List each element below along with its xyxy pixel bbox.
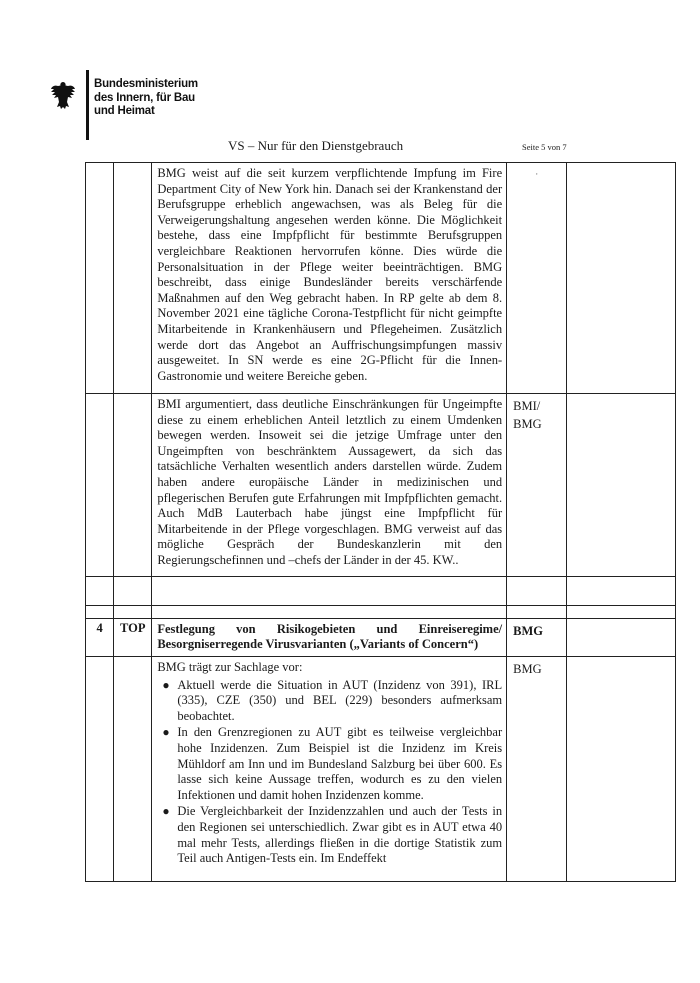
cell-top bbox=[114, 657, 152, 882]
list-item-text: Aktuell werde die Situation in AUT (Inzidenz von 391), IRL (335), CZE (350) und BEL (229) besonders aufmerksam beobachtet. bbox=[177, 677, 503, 723]
cell-top bbox=[114, 163, 152, 394]
letterhead bbox=[44, 68, 244, 140]
agenda-number: 4 bbox=[96, 621, 103, 635]
minutes-table bbox=[85, 162, 676, 882]
responsible-label: BMG bbox=[513, 662, 542, 676]
cell-notes bbox=[567, 163, 676, 394]
cell-empty bbox=[86, 606, 114, 619]
cell-notes bbox=[567, 657, 676, 882]
table-row bbox=[86, 394, 676, 577]
cell-content bbox=[152, 163, 507, 394]
cell-empty bbox=[114, 606, 152, 619]
responsible-label: BMG bbox=[513, 624, 543, 638]
cell-empty bbox=[86, 577, 114, 606]
table-row bbox=[86, 163, 676, 394]
cell-empty bbox=[152, 577, 507, 606]
ministry-name bbox=[94, 78, 198, 119]
cell-empty bbox=[152, 606, 507, 619]
table-row-empty bbox=[86, 577, 676, 606]
situation-report bbox=[152, 657, 506, 867]
cell-number bbox=[86, 657, 114, 882]
paragraph-bmi-argument: BMI argumentiert, dass deutliche Einschränkungen für Ungeimpfte diese zu einem erheblichen Anteil letztlich zu einem Umdenken bewegen werden. Insoweit sei die jetzige Umfrage unter den Ungeimpften von beschränktem Aussagewert, da sich das tatsächliche Verhalten wesentlich anders darstellen würde. Zudem haben andere europäische Länder in medizinischen und pflegerischen Berufen gute Erfahrungen mit Impfpflichten gemacht. Auch MdB Lauterbach habe jüngst eine Impfpflicht für Mitarbeitende in der Pflege vorgeschlagen. BMG verweist auf das mögliche Gespräch der Bundeskanzlerin mit den Regierungschefinnen und –chefs der Länder in der 45. KW.. bbox=[157, 397, 503, 567]
bullet-icon: ● bbox=[162, 804, 170, 819]
margin-mark: · bbox=[535, 169, 539, 179]
cell-notes bbox=[567, 619, 676, 657]
cell-empty bbox=[507, 577, 567, 606]
cell-responsible bbox=[507, 657, 567, 882]
cell-content bbox=[152, 657, 507, 882]
bullet-list bbox=[157, 678, 502, 867]
situation-intro: BMG trägt zur Sachlage vor: bbox=[157, 660, 303, 674]
cell-number bbox=[86, 394, 114, 577]
federal-eagle-icon bbox=[50, 80, 76, 110]
cell-number bbox=[86, 619, 114, 657]
list-item-text: Die Vergleichbarkeit der Inzidenzzahlen und auch der Tests in den Regionen sei unterschiedlich. Zwar gibt es in AUT etwa 40 mal mehr Tests, allerdings fließen in die dortige Statistik zum Teil auch Antigen-Tests ein. Im Endeffekt bbox=[177, 804, 503, 866]
ministry-line: Bundesministerium bbox=[94, 78, 198, 90]
paragraph-bmg-fdny: BMG weist auf die seit kurzem verpflichtende Impfung im Fire Department City of New York hin. Danach sei der Krankenstand der Berufsgruppe erheblich angewachsen, was als Beleg für die Verweigerungshaltung angesehen werden könne. Die Möglichkeit bestehe, dass eine Impfpflicht für bestimmte Berufsgruppen vergleichbare Reaktionen hervorrufen könne. Dies würde die Personalsituation in der Pflege weiter beeinträchtigen. BMG beschreibt, dass einige Bundesländer bereits verschärfende Maßnahmen auf den Weg gebracht haben. In RP gelte ab dem 8. November 2021 eine tägliche Corona-Testpflicht für nicht geimpfte Mitarbeitende in Krankenhäusern und Pflegeheimen. Zusätzlich werde dort das Angebot an Auffrischungsimpfungen massiv ausgeweitet. In SN werde es eine 2G-Pflicht für die Innen-Gastronomie und weitere Bereiche geben. bbox=[157, 166, 503, 383]
responsible-label bbox=[507, 394, 566, 436]
page-number: Seite 5 von 7 bbox=[522, 142, 567, 152]
cell-top bbox=[114, 619, 152, 657]
agenda-top-label: TOP bbox=[119, 621, 146, 635]
cell-top bbox=[114, 394, 152, 577]
classification-label: VS – Nur für den Dienstgebrauch bbox=[228, 138, 404, 153]
cell-responsible bbox=[507, 619, 567, 657]
list-item-text: In den Grenzregionen zu AUT gibt es teilweise vergleichbar hohe Inzidenzen. Zum Beispiel ist die Inzidenz im Kreis Mühldorf am Inn und im Bundesland Salzburg bei über 600. Es lasse sich keine Aussage treffen, wodurch es zu den vielen Infektionen und damit hohen Inzidenzen komme. bbox=[177, 725, 503, 802]
cell-empty bbox=[114, 577, 152, 606]
cell-content bbox=[152, 619, 507, 657]
table-row-spacer bbox=[86, 606, 676, 619]
responsible-line: BMI/ bbox=[513, 399, 541, 413]
cell-notes bbox=[567, 394, 676, 577]
ministry-line: und Heimat bbox=[94, 105, 155, 117]
list-item bbox=[162, 725, 503, 803]
cell-number bbox=[86, 163, 114, 394]
cell-empty bbox=[567, 577, 676, 606]
list-item bbox=[162, 677, 503, 725]
bullet-icon: ● bbox=[162, 725, 170, 740]
cell-empty bbox=[507, 606, 567, 619]
cell-content bbox=[152, 394, 507, 577]
letterhead-divider bbox=[86, 70, 89, 140]
cell-responsible bbox=[507, 394, 567, 577]
bullet-icon: ● bbox=[162, 677, 170, 692]
ministry-line: des Innern, für Bau bbox=[94, 91, 195, 104]
cell-empty bbox=[567, 606, 676, 619]
responsible-line: BMG bbox=[513, 417, 542, 431]
agenda-item-row bbox=[86, 619, 676, 657]
table-row bbox=[86, 657, 676, 882]
agenda-title: Festlegung von Risikogebieten und Einreiseregime/ Besorgniserregende Virusvarianten („Variants of Concern“) bbox=[157, 622, 503, 651]
list-item bbox=[162, 804, 503, 866]
cell-responsible bbox=[507, 163, 567, 394]
